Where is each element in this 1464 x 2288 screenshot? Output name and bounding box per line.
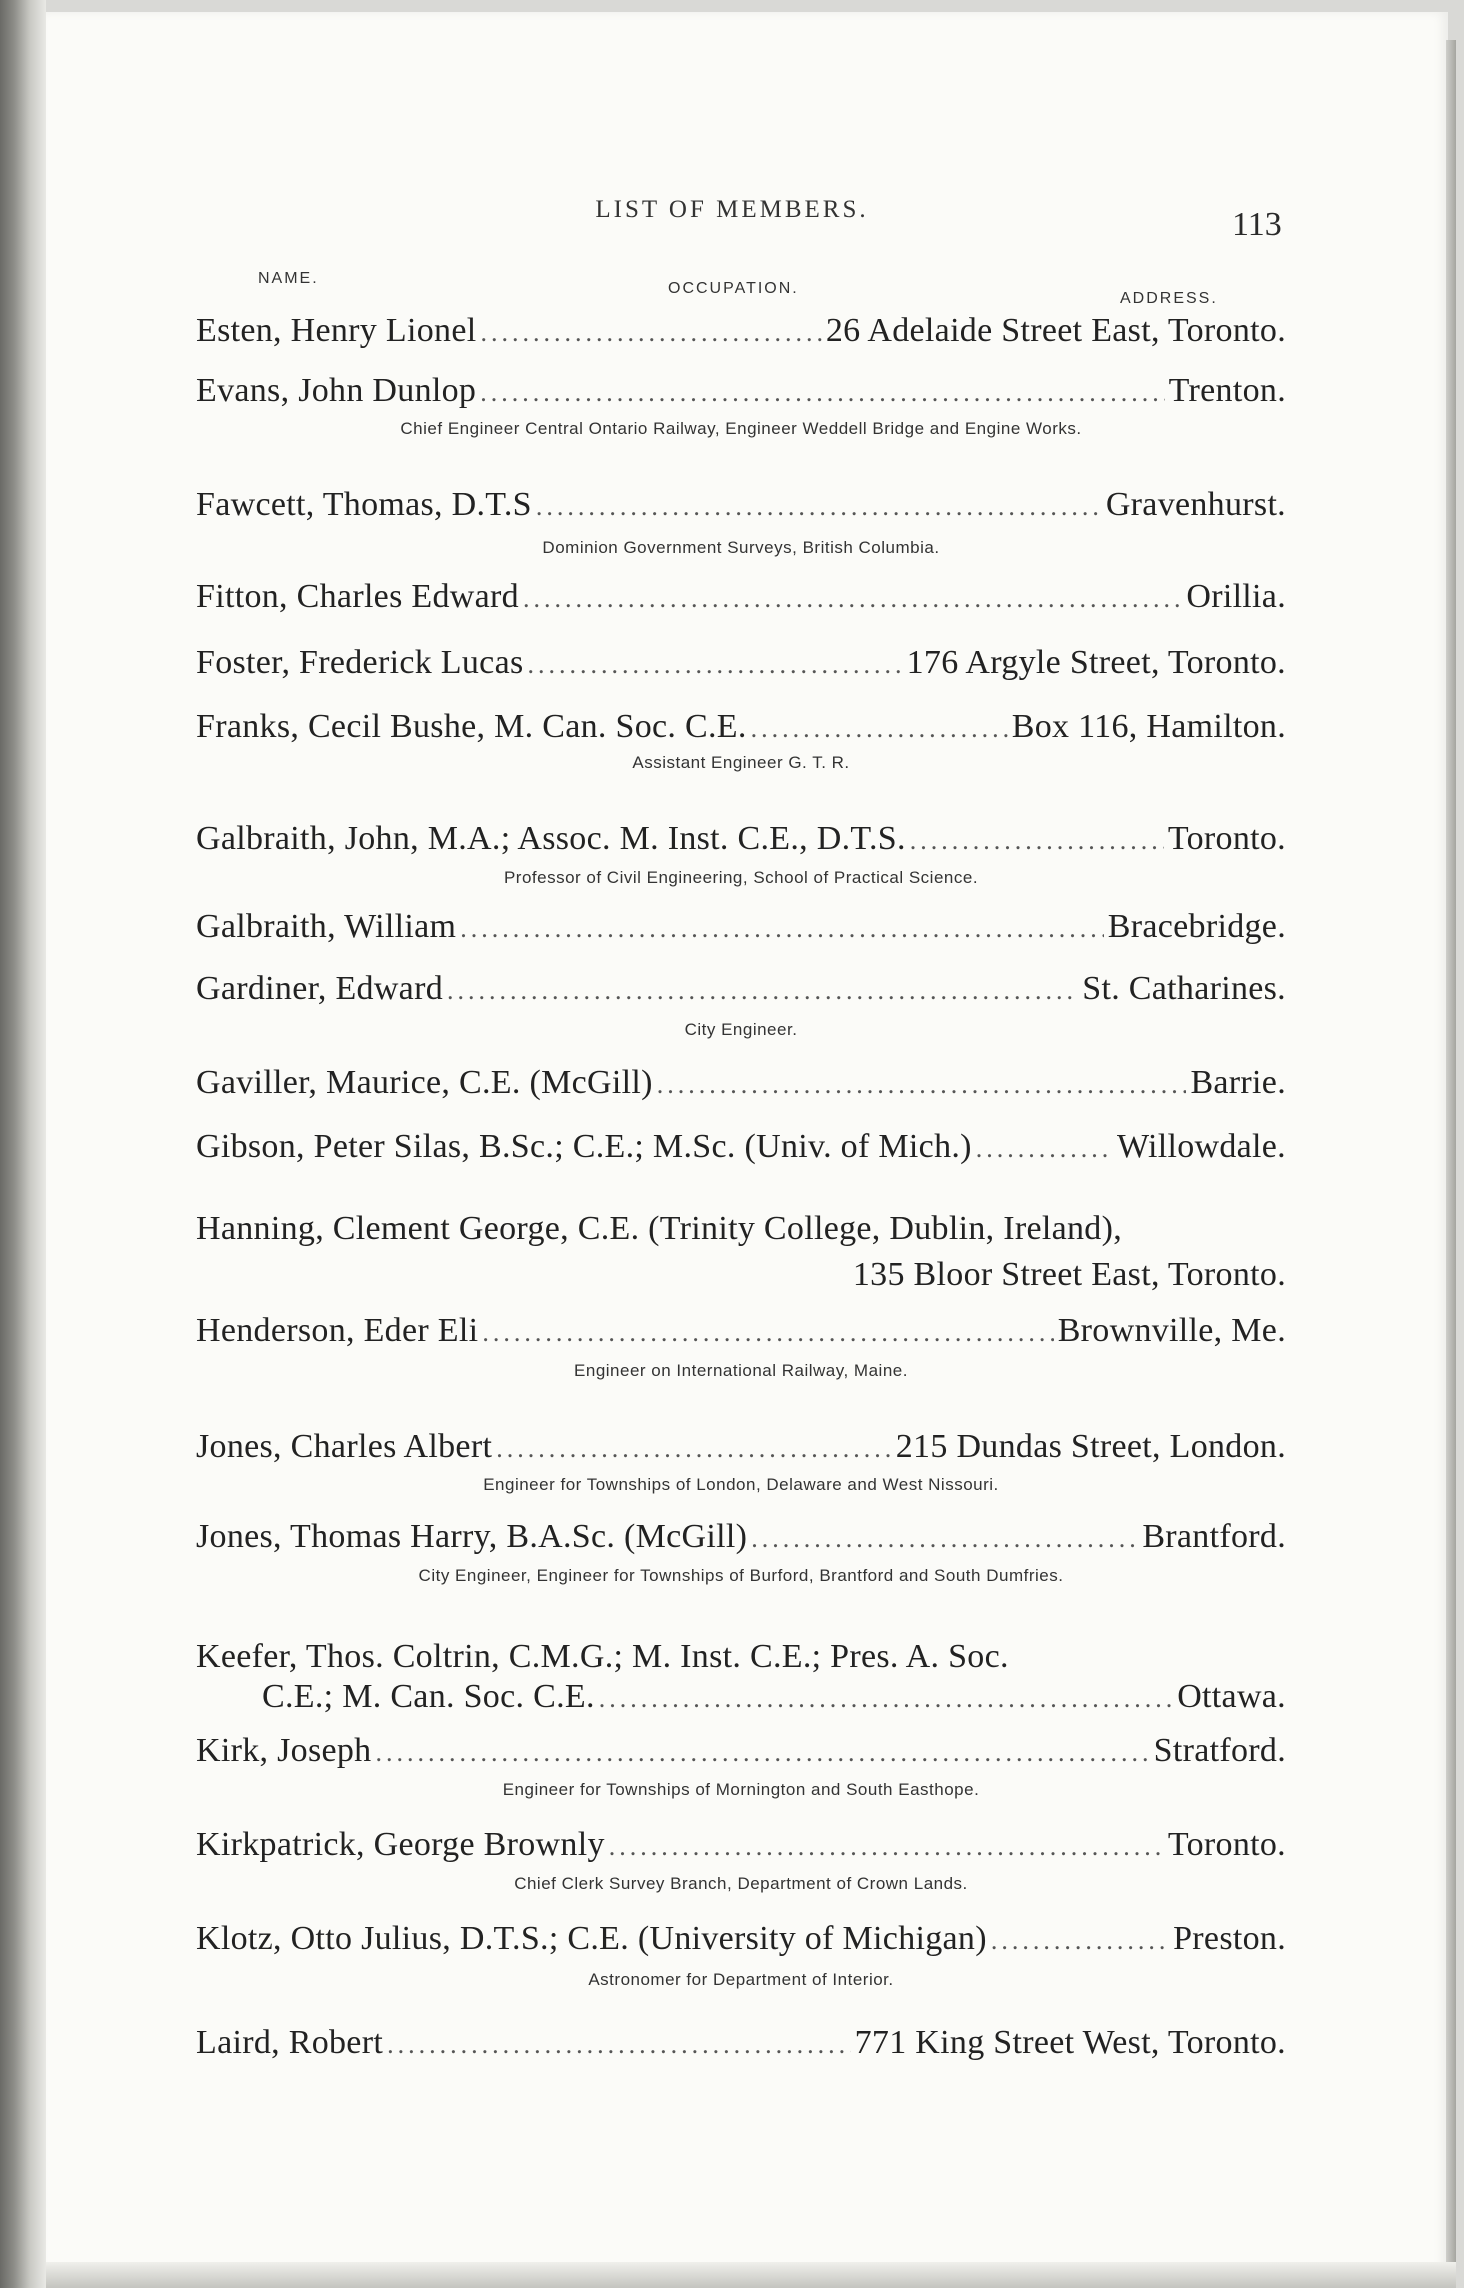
dot-leader: [482, 1318, 1053, 1348]
member-entry: [196, 2024, 1286, 2062]
member-entry: [196, 708, 1286, 746]
dot-leader: [480, 378, 1164, 408]
member-entry-continuation: [262, 1678, 1286, 1716]
member-occupation: Dominion Government Surveys, British Columbia.: [542, 538, 940, 557]
dot-leader: [910, 826, 1164, 856]
member-occupation: Chief Clerk Survey Branch, Department of Crown Lands.: [514, 1874, 968, 1893]
dot-leader: [751, 714, 1008, 744]
dot-leader: [751, 1524, 1138, 1554]
member-name: Galbraith, John, M.A.; Assoc. M. Inst. C.E., D.T.S.: [196, 820, 906, 857]
member-name: Evans, John Dunlop: [196, 372, 477, 409]
dot-leader: [528, 650, 903, 680]
page-number: 113: [1232, 206, 1282, 243]
member-entry: [196, 578, 1286, 616]
member-name: Fitton, Charles Edward: [196, 578, 519, 615]
member-address: 135 Bloor Street East, Toronto.: [852, 1256, 1286, 1293]
member-entry: [196, 644, 1286, 682]
member-address: Preston.: [1173, 1920, 1286, 1957]
member-address: Stratford.: [1153, 1732, 1286, 1769]
dot-leader: [447, 976, 1078, 1006]
member-name: Foster, Frederick Lucas: [196, 644, 524, 681]
member-occupation: Assistant Engineer G. T. R.: [632, 753, 850, 772]
member-name: Gibson, Peter Silas, B.Sc.; C.E.; M.Sc. (Univ. of Mich.): [196, 1128, 972, 1165]
member-entry: [196, 1826, 1286, 1864]
dot-leader: [976, 1134, 1113, 1164]
member-name: Kirkpatrick, George Brownly: [196, 1826, 605, 1863]
member-occupation: Engineer for Townships of London, Delaware and West Nissouri.: [483, 1475, 999, 1494]
running-title: LIST OF MEMBERS.: [595, 196, 869, 223]
member-entry: [196, 486, 1286, 524]
page-edge-right: [1446, 40, 1456, 2280]
member-name: Kirk, Joseph: [196, 1732, 372, 1769]
member-occupation: Chief Engineer Central Ontario Railway, Engineer Weddell Bridge and Engine Works.: [400, 419, 1082, 438]
dot-leader: [387, 2030, 851, 2060]
member-address: St. Catharines.: [1082, 970, 1286, 1007]
member-address: 215 Dundas Street, London.: [895, 1428, 1286, 1465]
dot-leader: [480, 318, 821, 348]
dot-leader: [536, 492, 1102, 522]
member-occupation: City Engineer, Engineer for Townships of Burford, Brantford and South Dumfries.: [418, 1566, 1064, 1585]
member-entry: [196, 970, 1286, 1008]
dot-leader: [657, 1070, 1187, 1100]
member-name: Gaviller, Maurice, C.E. (McGill): [196, 1064, 653, 1101]
dot-leader: [991, 1926, 1169, 1956]
member-name: Galbraith, William: [196, 908, 457, 945]
member-address: Toronto.: [1167, 820, 1286, 857]
member-name: Jones, Charles Albert: [196, 1428, 493, 1465]
member-name-continued: C.E.; M. Can. Soc. C.E.: [262, 1678, 595, 1715]
dot-leader: [523, 584, 1182, 614]
member-name: Franks, Cecil Bushe, M. Can. Soc. C.E.: [196, 708, 747, 745]
member-occupation: City Engineer.: [684, 1020, 798, 1039]
member-name: Laird, Robert: [196, 2024, 384, 2061]
member-address: Trenton.: [1168, 372, 1286, 409]
member-address: Toronto.: [1167, 1826, 1286, 1863]
member-address: 771 King Street West, Toronto.: [854, 2024, 1286, 2061]
member-address: 26 Adelaide Street East, Toronto.: [825, 312, 1286, 349]
member-occupation: Professor of Civil Engineering, School of Practical Science.: [503, 868, 979, 887]
member-address: Brantford.: [1142, 1518, 1286, 1555]
dot-leader: [460, 914, 1104, 944]
member-entry: [196, 908, 1286, 946]
dot-leader: [375, 1738, 1149, 1768]
member-occupation: Astronomer for Department of Interior.: [588, 1970, 894, 1989]
dot-leader: [496, 1434, 892, 1464]
member-occupation: Engineer for Townships of Mornington and South Easthope.: [502, 1780, 980, 1799]
member-address: Brownville, Me.: [1057, 1312, 1286, 1349]
member-address: Willowdale.: [1116, 1128, 1286, 1165]
member-name: Esten, Henry Lionel: [196, 312, 477, 349]
member-entry: [196, 1210, 1286, 1248]
member-entry: [196, 312, 1286, 350]
member-address: Ottawa.: [1177, 1678, 1286, 1715]
member-address: Orillia.: [1186, 578, 1286, 615]
member-entry: [196, 1518, 1286, 1556]
member-entry: [196, 820, 1286, 858]
member-name: Klotz, Otto Julius, D.T.S.; C.E. (University of Michigan): [196, 1920, 987, 1957]
member-address: 176 Argyle Street, Toronto.: [906, 644, 1286, 681]
member-entry: [196, 1920, 1286, 1958]
dot-leader: [599, 1684, 1173, 1714]
page-edge-bottom: [46, 2262, 1456, 2288]
member-entry: [196, 1428, 1286, 1466]
member-entry: [196, 1732, 1286, 1770]
column-header-name: NAME.: [258, 270, 319, 287]
dot-leader: [609, 1832, 1164, 1862]
member-name: Hanning, Clement George, C.E. (Trinity College, Dublin, Ireland),: [196, 1210, 1123, 1247]
member-name: Keefer, Thos. Coltrin, C.M.G.; M. Inst. C.E.; Pres. A. Soc.: [196, 1638, 1009, 1675]
book-spine-shadow: [0, 0, 46, 2288]
column-header-address: ADDRESS.: [1120, 290, 1218, 307]
member-address: Box 116, Hamilton.: [1011, 708, 1286, 745]
column-header-occupation: OCCUPATION.: [668, 280, 799, 297]
member-entry: [196, 1638, 1286, 1676]
member-address: Bracebridge.: [1107, 908, 1286, 945]
member-name: Fawcett, Thomas, D.T.S: [196, 486, 532, 523]
member-entry: [196, 1128, 1286, 1166]
member-name: Gardiner, Edward: [196, 970, 443, 1007]
member-name: Henderson, Eder Eli: [196, 1312, 479, 1349]
member-entry: [196, 1312, 1286, 1350]
member-address: Barrie.: [1190, 1064, 1286, 1101]
member-occupation: Engineer on International Railway, Maine.: [574, 1361, 908, 1380]
member-address: Gravenhurst.: [1105, 486, 1286, 523]
member-entry: [196, 372, 1286, 410]
member-entry: [196, 1064, 1286, 1102]
member-name: Jones, Thomas Harry, B.A.Sc. (McGill): [196, 1518, 748, 1555]
